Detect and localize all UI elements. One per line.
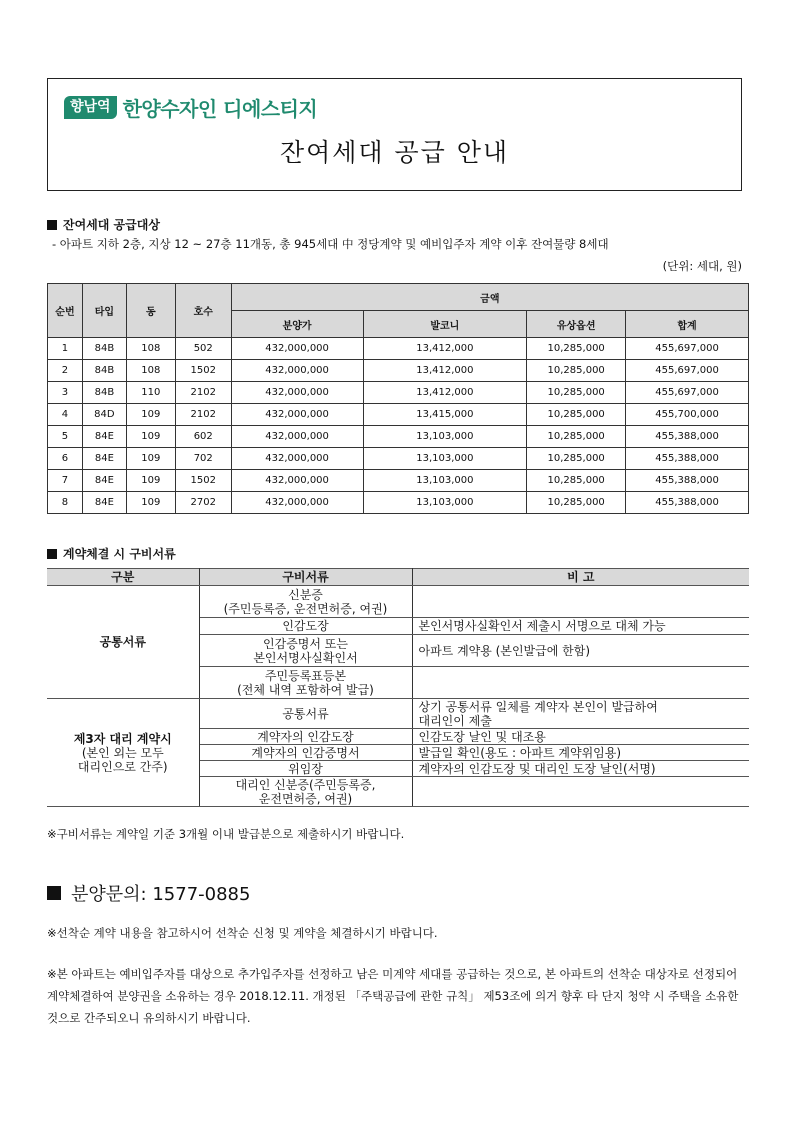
cell-dong: 110 [126, 382, 175, 404]
section1-description: - 아파트 지하 2층, 지상 12 ~ 27층 11개동, 총 945세대 中 정당계약 및 예비입주자 계약 이후 잔여물량 8세대 [52, 237, 609, 251]
table-row [48, 382, 749, 404]
cell-option: 10,285,000 [527, 404, 626, 426]
cell-ho: 2102 [175, 404, 231, 426]
cell-no: 1 [48, 338, 83, 360]
table-row [48, 360, 749, 382]
doc-cell [199, 667, 412, 699]
cell-option: 10,285,000 [527, 382, 626, 404]
cell-ho: 702 [175, 448, 231, 470]
note-cell: 계약자의 인감도장 및 대리인 도장 날인(서명) [412, 761, 749, 777]
square-bullet-icon [47, 886, 61, 900]
cell-ho: 2102 [175, 382, 231, 404]
note-cell: 본인서명사실확인서 제출시 서명으로 대체 가능 [412, 618, 749, 635]
cell-no: 3 [48, 382, 83, 404]
cell-sale: 432,000,000 [231, 470, 363, 492]
table-row [48, 492, 749, 514]
doc-cell [199, 586, 412, 618]
doc-cell: 계약자의 인감도장 [199, 729, 412, 745]
inquiry-line [47, 880, 250, 906]
cell-no: 5 [48, 426, 83, 448]
cell-dong: 109 [126, 492, 175, 514]
cell-no: 4 [48, 404, 83, 426]
cell-type: 84E [82, 470, 126, 492]
cell-dong: 109 [126, 426, 175, 448]
cell-ho: 1502 [175, 360, 231, 382]
units-table [47, 283, 749, 514]
cell-total: 455,388,000 [626, 492, 749, 514]
col-type: 타입 [82, 284, 126, 338]
note-line1: 상기 공통서류 일체를 계약자 본인이 발급하여 [418, 699, 658, 714]
cell-type: 84E [82, 448, 126, 470]
cell-balcony: 13,103,000 [363, 492, 527, 514]
square-bullet-icon [47, 549, 57, 559]
note-cell [412, 699, 749, 729]
doc-line1: 신분증 [288, 587, 323, 602]
doc-line2: 운전면허증, 여권) [258, 791, 353, 806]
cell-balcony: 13,103,000 [363, 426, 527, 448]
group-proxy [47, 699, 199, 807]
doc-line1: 인감증명서 또는 [263, 636, 348, 651]
unit-note: (단위: 세대, 원) [662, 259, 742, 273]
note-cell: 인감도장 날인 및 대조용 [412, 729, 749, 745]
table-row [48, 426, 749, 448]
cell-balcony: 13,412,000 [363, 338, 527, 360]
cell-no: 6 [48, 448, 83, 470]
cell-ho: 1502 [175, 470, 231, 492]
cell-ho: 602 [175, 426, 231, 448]
documents-footnote: ※구비서류는 계약일 기준 3개월 이내 발급분으로 제출하시기 바랍니다. [47, 827, 405, 841]
cell-dong: 109 [126, 470, 175, 492]
square-bullet-icon [47, 220, 57, 230]
col-note: 비 고 [412, 569, 749, 586]
doc-cell [199, 635, 412, 667]
cell-ho: 2702 [175, 492, 231, 514]
inquiry-text: 분양문의: 1577-0885 [71, 884, 251, 905]
cell-balcony: 13,412,000 [363, 382, 527, 404]
cell-sale: 432,000,000 [231, 404, 363, 426]
cell-sale: 432,000,000 [231, 382, 363, 404]
cell-option: 10,285,000 [527, 360, 626, 382]
note-line2: 대리인이 제출 [418, 713, 492, 728]
col-sale: 분양가 [231, 311, 363, 338]
cell-sale: 432,000,000 [231, 448, 363, 470]
doc-line2: (전체 내역 포함하여 발급) [237, 682, 374, 697]
brand-logo [64, 93, 317, 122]
doc-cell: 인감도장 [199, 618, 412, 635]
doc-cell: 위임장 [199, 761, 412, 777]
table-row [48, 470, 749, 492]
doc-cell [199, 777, 412, 807]
cell-type: 84B [82, 360, 126, 382]
cell-balcony: 13,415,000 [363, 404, 527, 426]
cell-total: 455,388,000 [626, 426, 749, 448]
cell-no: 7 [48, 470, 83, 492]
cell-sale: 432,000,000 [231, 338, 363, 360]
doc-line1: 대리인 신분증(주민등록증, [235, 777, 376, 792]
col-docs: 구비서류 [199, 569, 412, 586]
cell-ho: 502 [175, 338, 231, 360]
documents-table [47, 568, 749, 807]
cell-type: 84B [82, 382, 126, 404]
col-dong: 동 [126, 284, 175, 338]
cell-type: 84E [82, 492, 126, 514]
cell-dong: 108 [126, 338, 175, 360]
col-ho: 호수 [175, 284, 231, 338]
cell-dong: 108 [126, 360, 175, 382]
col-option: 유상옵션 [527, 311, 626, 338]
note-cell [412, 667, 749, 699]
cell-sale: 432,000,000 [231, 492, 363, 514]
cell-total: 455,388,000 [626, 448, 749, 470]
cell-type: 84B [82, 338, 126, 360]
group-common [47, 586, 199, 699]
cell-total: 455,697,000 [626, 382, 749, 404]
doc-line2: 본인서명사실확인서 [253, 650, 358, 665]
note-cell [412, 586, 749, 618]
doc-cell: 공통서류 [199, 699, 412, 729]
cell-dong: 109 [126, 404, 175, 426]
section1-heading [47, 216, 160, 233]
cell-sale: 432,000,000 [231, 426, 363, 448]
cell-option: 10,285,000 [527, 338, 626, 360]
group-proxy-sub2: 대리인으로 간주) [77, 759, 168, 774]
doc-line2: (주민등록증, 운전면허증, 여권) [223, 601, 388, 616]
cell-total: 455,697,000 [626, 360, 749, 382]
col-no: 순번 [48, 284, 83, 338]
table-row [47, 699, 749, 729]
note-cell [412, 777, 749, 807]
doc-cell: 계약자의 인감증명서 [199, 745, 412, 761]
cell-balcony: 13,103,000 [363, 448, 527, 470]
cell-total: 455,700,000 [626, 404, 749, 426]
cell-option: 10,285,000 [527, 492, 626, 514]
cell-option: 10,285,000 [527, 426, 626, 448]
cell-no: 2 [48, 360, 83, 382]
col-total: 합계 [626, 311, 749, 338]
note-cell: 발급일 확인(용도 : 아파트 계약위임용) [412, 745, 749, 761]
cell-balcony: 13,103,000 [363, 470, 527, 492]
cell-option: 10,285,000 [527, 470, 626, 492]
cell-option: 10,285,000 [527, 448, 626, 470]
group-proxy-sub1: (본인 외는 모두 [81, 745, 164, 760]
table-row [48, 338, 749, 360]
cell-balcony: 13,412,000 [363, 360, 527, 382]
cell-type: 84E [82, 426, 126, 448]
col-category: 구분 [47, 569, 199, 586]
cell-type: 84D [82, 404, 126, 426]
section1-heading-text: 잔여세대 공급대상 [63, 218, 160, 232]
cell-total: 455,388,000 [626, 470, 749, 492]
col-amount: 금액 [231, 284, 748, 311]
section2-heading [47, 545, 176, 562]
header-box [47, 78, 742, 191]
cell-sale: 432,000,000 [231, 360, 363, 382]
table-row [47, 586, 749, 618]
group-proxy-name: 제3자 대리 계약시 [73, 731, 172, 746]
note-regulation: ※본 아파트는 예비입주자를 대상으로 추가입주자를 선정하고 남은 미계약 세대를 공급하는 것으로, 본 아파트의 선착순 대상자로 선정되어 계약체결하여 분양권을 소유하는 경우 2018.12.11. 개정된 「주택공급에 관한 규칙」 제53조에 의거 향후 타 단지 청약 시 주택을 소유한 것으로 간주되오니 유의하시기 바랍니다. [47, 967, 739, 1025]
cell-no: 8 [48, 492, 83, 514]
brand-name: 한양수자인 디에스티지 [122, 97, 318, 121]
note-first-come: ※선착순 계약 내용을 참고하시어 선착순 신청 및 계약을 체결하시기 바랍니다. [47, 926, 438, 940]
cell-total: 455,697,000 [626, 338, 749, 360]
document-title: 잔여세대 공급 안내 [279, 138, 510, 167]
col-balcony: 발코니 [363, 311, 527, 338]
note-cell: 아파트 계약용 (본인발급에 한함) [412, 635, 749, 667]
table-row [48, 448, 749, 470]
cell-dong: 109 [126, 448, 175, 470]
doc-line1: 주민등록표등본 [264, 668, 347, 683]
section2-heading-text: 계약체결 시 구비서류 [63, 547, 176, 561]
group-common-name: 공통서류 [99, 635, 146, 649]
brand-badge: 향남역 [64, 96, 117, 119]
table-row [48, 404, 749, 426]
